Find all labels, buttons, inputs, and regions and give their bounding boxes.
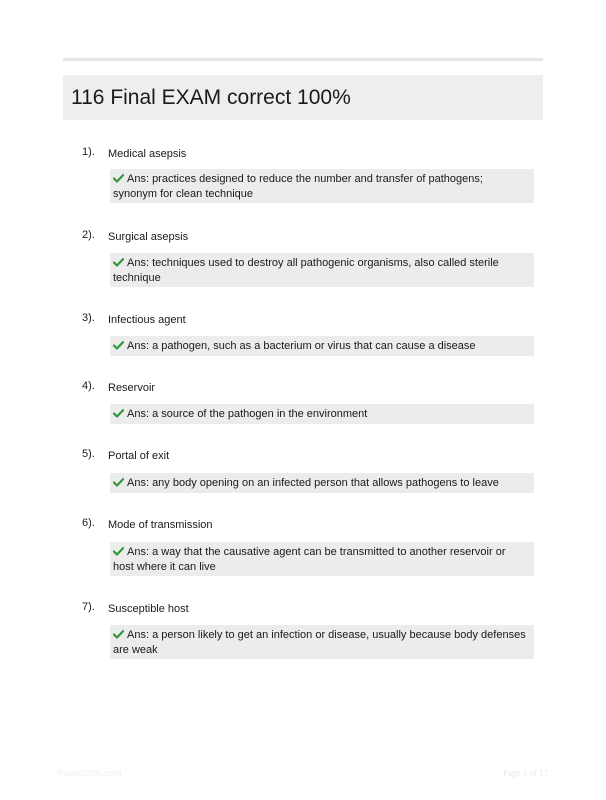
answer-box: [110, 625, 534, 659]
question-number: 3).: [82, 312, 95, 324]
checkmark-icon: [113, 258, 124, 267]
answer-box: [110, 473, 534, 493]
checkmark-icon: [113, 630, 124, 639]
question-number: 1).: [82, 146, 95, 158]
checkmark-icon: [113, 478, 124, 487]
answer-box: [110, 404, 534, 424]
top-divider: [63, 58, 543, 61]
question-term: Susceptible host: [108, 603, 189, 615]
question-number: 7).: [82, 601, 95, 613]
answer-box: [110, 336, 534, 356]
answer-text: Ans: a person likely to get an infection or disease, usually because body defenses are weak: [113, 629, 526, 656]
question-number: 2).: [82, 229, 95, 241]
checkmark-icon: [113, 547, 124, 556]
answer-box: [110, 169, 534, 203]
document-title: 116 Final EXAM correct 100%: [71, 86, 351, 109]
question-term: Medical asepsis: [108, 148, 187, 160]
question-number: 6).: [82, 517, 95, 529]
page-number: Page 1 of 17: [503, 768, 549, 778]
question-term: Reservoir: [108, 382, 156, 394]
checkmark-icon: [113, 174, 124, 183]
question-term: Portal of exit: [108, 450, 170, 462]
question-number: 4).: [82, 380, 95, 392]
checkmark-icon: [113, 341, 124, 350]
question-term: Surgical asepsis: [108, 231, 189, 243]
question-number: 5).: [82, 448, 95, 460]
checkmark-icon: [113, 409, 124, 418]
answer-text: Ans: any body opening on an infected person that allows pathogens to leave: [127, 477, 499, 489]
answer-text: Ans: a pathogen, such as a bacterium or virus that can cause a disease: [127, 340, 476, 352]
answer-text: Ans: techniques used to destroy all pathogenic organisms, also called sterile technique: [113, 257, 499, 284]
title-banner: [63, 75, 543, 120]
answer-box: [110, 542, 534, 576]
footer-watermark: PaperSbtic.com: [58, 768, 122, 778]
answer-text: Ans: practices designed to reduce the number and transfer of pathogens; synonym for clean technique: [113, 173, 483, 200]
question-term: Infectious agent: [108, 314, 186, 326]
answer-text: Ans: a source of the pathogen in the environment: [127, 408, 368, 420]
question-term: Mode of transmission: [108, 519, 213, 531]
answer-text: Ans: a way that the causative agent can be transmitted to another reservoir or host where it can live: [113, 546, 506, 573]
answer-box: [110, 253, 534, 287]
